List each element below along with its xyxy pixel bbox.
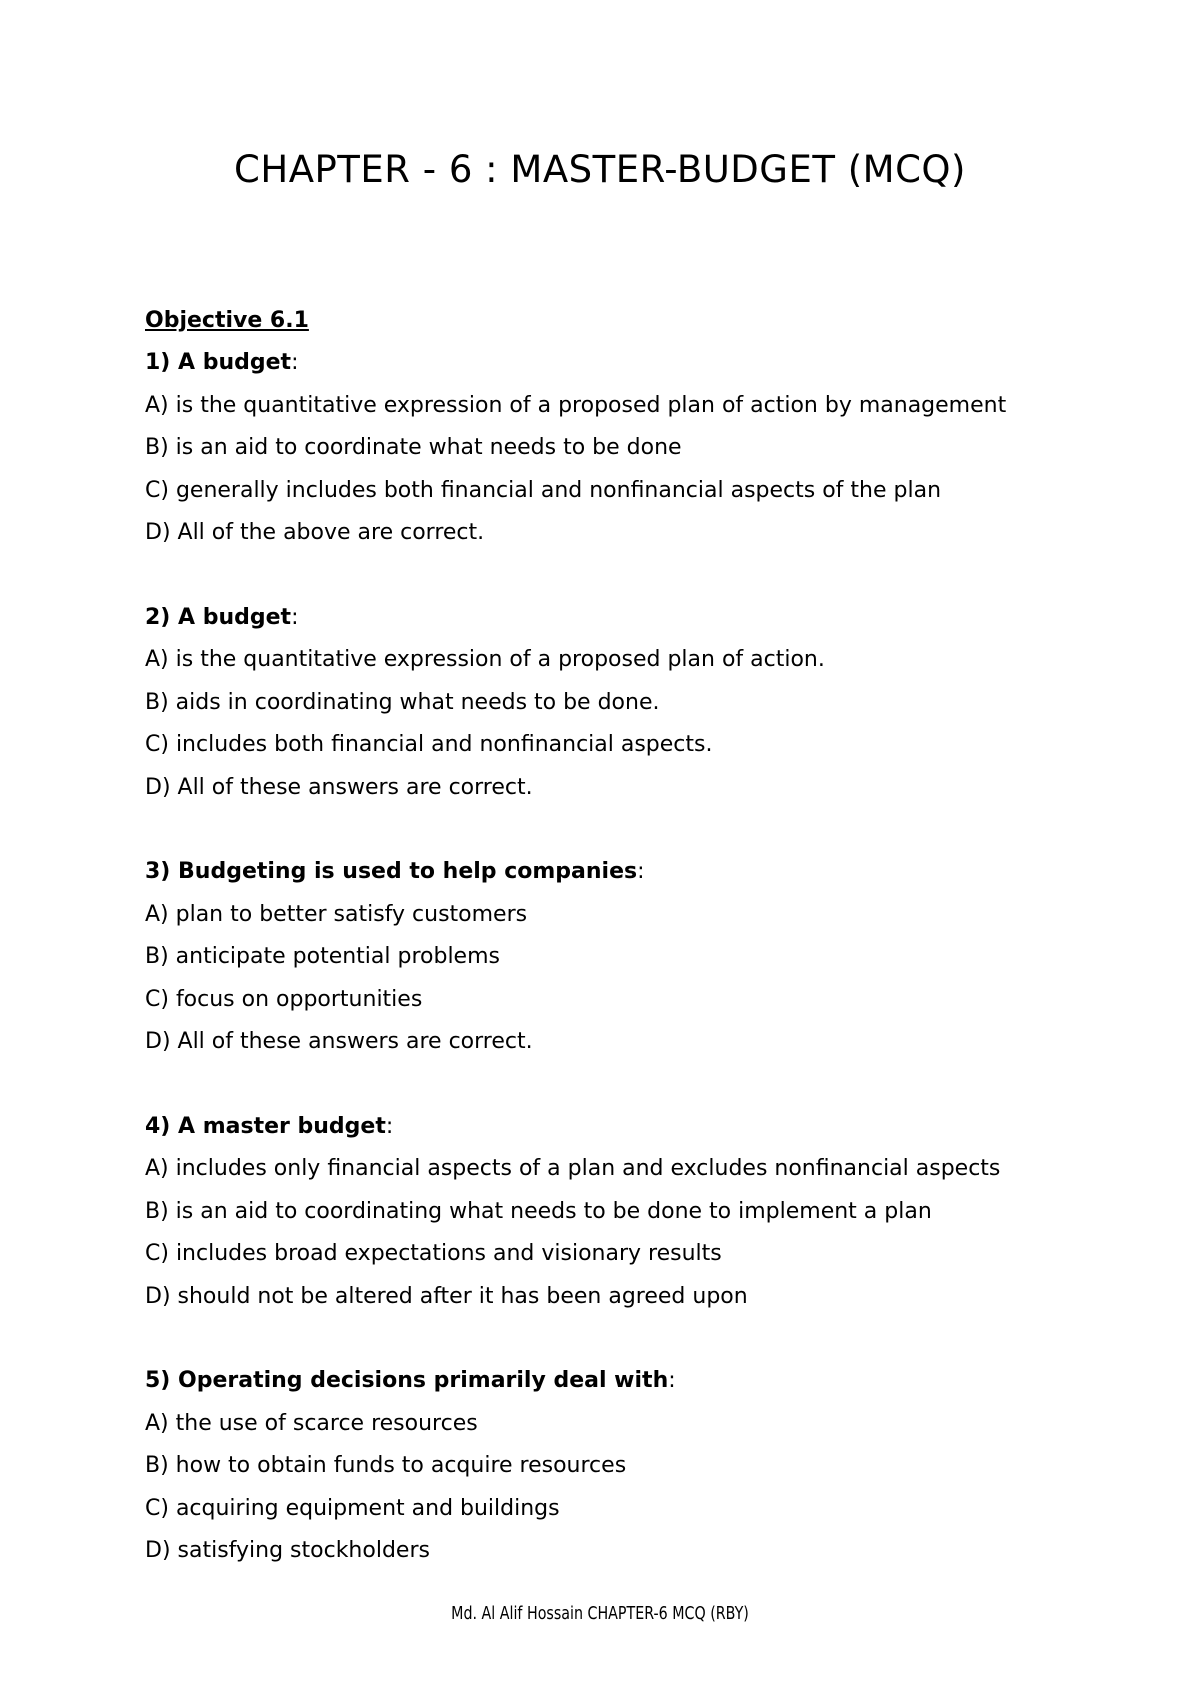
option-b: B) anticipate potential problems xyxy=(145,944,500,969)
option-d: D) All of these answers are correct. xyxy=(145,774,533,800)
question-stem-text: 2) A budget xyxy=(145,604,292,630)
objective-heading: Objective 6.1 xyxy=(145,308,309,333)
question-stem xyxy=(145,1360,1105,1403)
option-c: C) acquiring equipment and buildings xyxy=(145,1495,560,1521)
option-c: C) focus on opportunities xyxy=(145,986,423,1012)
question-stem-text: 1) A budget xyxy=(145,350,292,375)
question-stem xyxy=(145,1106,1105,1149)
question-5 xyxy=(145,1360,1105,1573)
question-4 xyxy=(145,1106,1105,1319)
question-stem-colon: : xyxy=(291,604,299,630)
option-d: D) should not be altered after it has been agreed upon xyxy=(145,1283,748,1309)
option-a: A) is the quantitative expression of a proposed plan of action. xyxy=(145,647,825,672)
option-b: B) is an aid to coordinate what needs to be done xyxy=(145,435,682,460)
option-b: B) how to obtain funds to acquire resources xyxy=(145,1453,627,1478)
question-2 xyxy=(145,597,1105,810)
option-c: C) generally includes both financial and nonfinancial aspects of the plan xyxy=(145,477,942,503)
option-d: D) satisfying stockholders xyxy=(145,1538,430,1563)
question-stem-colon: : xyxy=(385,1113,394,1139)
option-a: A) plan to better satisfy customers xyxy=(145,901,528,927)
question-stem xyxy=(145,851,1105,894)
option-a: A) is the quantitative expression of a proposed plan of action by management xyxy=(145,392,1007,418)
question-stem-colon: : xyxy=(668,1368,676,1393)
mcq-content xyxy=(145,300,1105,1615)
option-d: D) All of these answers are correct. xyxy=(145,1029,533,1054)
question-stem-colon: : xyxy=(637,859,645,884)
option-b: B) is an aid to coordinating what needs to be done to implement a plan xyxy=(145,1198,932,1224)
option-c: C) includes broad expectations and visionary results xyxy=(145,1241,722,1266)
question-stem xyxy=(145,342,1105,385)
question-stem-text: 5) Operating decisions primarily deal with xyxy=(145,1368,669,1393)
page-footer: Md. Al Alif Hossain CHAPTER-6 MCQ (RBY) xyxy=(451,1603,749,1624)
question-stem-colon: : xyxy=(291,350,299,375)
option-a: A) the use of scarce resources xyxy=(145,1410,478,1436)
option-d: D) All of the above are correct. xyxy=(145,520,485,545)
option-c: C) includes both financial and nonfinancial aspects. xyxy=(145,732,713,757)
page-title: CHAPTER - 6 : MASTER-BUDGET (MCQ) xyxy=(234,148,966,191)
question-stem-text: 3) Budgeting is used to help companies xyxy=(145,859,638,884)
question-3 xyxy=(145,851,1105,1064)
question-stem xyxy=(145,597,1105,640)
option-b: B) aids in coordinating what needs to be done. xyxy=(145,689,660,715)
question-stem-text: 4) A master budget xyxy=(145,1113,386,1139)
option-a: A) includes only financial aspects of a plan and excludes nonfinancial aspects xyxy=(145,1156,1001,1181)
question-1 xyxy=(145,342,1105,555)
